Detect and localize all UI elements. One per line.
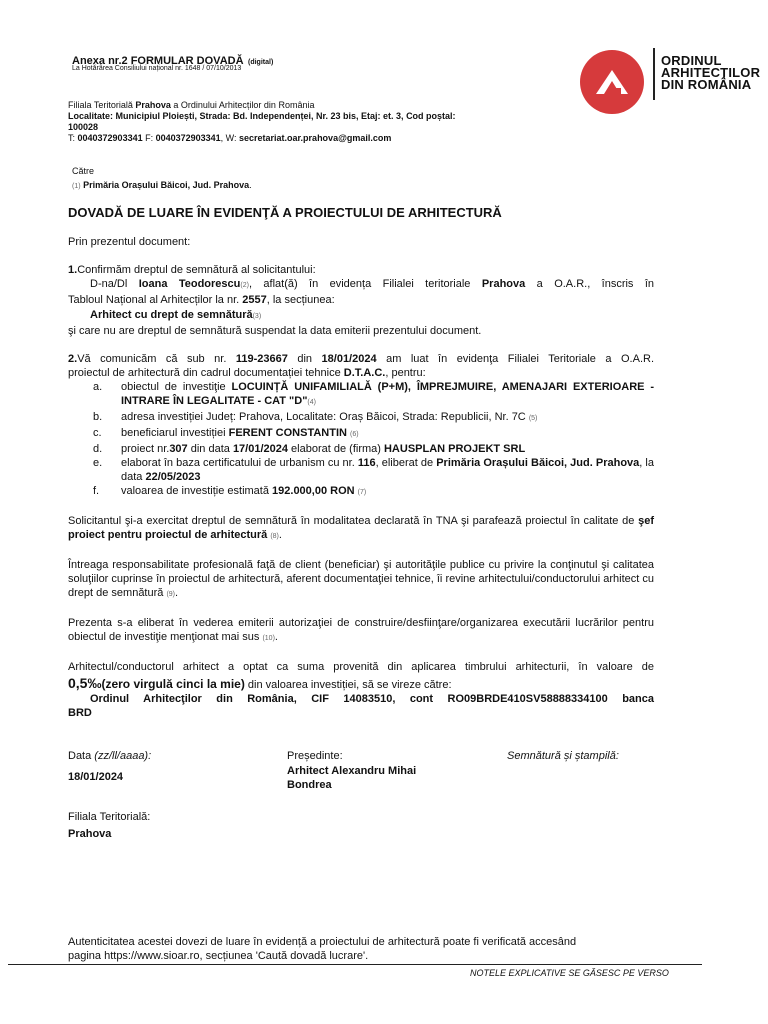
list-item: e. elaborat în baza certificatului de urbanism cu nr. 116, eliberat de Primăria Orașului Băicoi, Jud. Prahova, la data 22/05/2023 — [93, 457, 654, 483]
branch-label: Filiala Teritorială: — [68, 811, 151, 823]
branch-contact: T: 0040372903341 F: 0040372903341, W: secretariat.oar.prahova@gmail.com — [68, 133, 392, 143]
date-value: 18/01/2024 — [68, 771, 124, 783]
signature-label: Semnătură și ștampilă: — [507, 750, 619, 762]
para-responsibility: Întreaga responsabilitate profesională faţă de client (beneficiar) şi autorităţile publice cu privire la conţinutul şi calitatea soluţiilor cuprinse în proiectul de arhitectură, aferent documentaţiei tehnice, îi revine arhitectului/conductorului arhitect cu drept de semnătură (9). — [68, 559, 654, 599]
section-2: 2.Vă comunicăm că sub nr. 119-23667 din 18/01/2024 am luat în evidenţa Filialei Teritoriale a O.A.R. proiectul de arhitectură din cadrul documentației tehnice D.T.A.C., pentru: a. obiectul de investiţie LOCUINȚĂ UNIFAMILIALĂ (P+M), ÎMPREJMUIRE, AMENAJARI EXTERIOARE - INTRARE ÎN LEGALITATE - CAT "D"(4) b. adresa investiției Județ: Prahova, Localitate: Oraș Băicoi, Strada: Republicii, Nr. 7C (5) c. beneficiarul investiției FERENT CONSTANTIN (6) d. proiect nr.307 din data 17/01/2024 elaborat de (firma) HAUSPLAN PROJEKT SRL e. elaborat în baza certificatului de urbanism cu nr. 116, eliberat de Primăria Orașului Băicoi, Jud. Prahova, la data 22/05/2023 f. valoarea de investiție estimată 192.000,00 RON (7) — [68, 352, 654, 500]
project-details-list — [93, 380, 654, 500]
logo-line-2: ARHITECȚILOR — [661, 65, 761, 80]
section-1-holder: D-na/Dl Ioana Teodorescu(2), aflat(ă) în evidența Filialei teritoriale Prahova a O.A.R., înscris în — [90, 278, 655, 290]
recipient: (1) Primăria Orașului Băicoi, Jud. Prahova. — [72, 180, 252, 190]
annex-title-text: Anexa nr.2 FORMULAR DOVADĂ — [72, 55, 244, 67]
signature-right-type: Arhitect cu drept de semnătură — [90, 309, 253, 321]
annex-subtitle: La Hotărârea Consiliului național nr. 1648 / 07/10/2013 — [72, 65, 242, 72]
para-exercised: Solicitantul şi-a exercitat dreptul de semnătură în modalitatea declarată în TNA şi parafează proiectul în calitate de şef proiect pentru proiectul de arhitectură (8). — [68, 515, 654, 541]
branch-address: Localitate: Municipiul Ploiești, Strada: Bd. Independenței, Nr. 23 bis, Etaj: et. 3, Cod poștal: 100028 — [68, 111, 456, 132]
branch-line-1: Filiala Teritorială Prahova a Ordinului Arhitecților din România — [68, 100, 315, 110]
document-body — [68, 235, 654, 720]
list-item: c. beneficiarul investiției FERENT CONSTANTIN (6) — [93, 427, 359, 439]
annex-digital: (digital) — [248, 59, 274, 66]
para-stamp: Arhitectul/conductorul arhitect a optat ca suma provenită din aplicarea timbrului arhitecturii, în valoare de 0,5‰(zero virgulă cinci la mie) din valoarea investiției, să se vireze către: Ordinul Arhitecţilor din România, CIF 14083510, cont RO09BRDE410SV58888334100 banca BRD — [68, 661, 654, 719]
section-1: 1.Confirmăm dreptul de semnătură al solicitantului: D-na/Dl Ioana Teodorescu(2), aflat(ă) în evidența Filialei teritoriale Prahova a O.A.R., înscris în Tabloul Național al Arhitecților la nr. 2557, la secțiunea: Arhitect cu drept de semnătură(3) şi care nu are dreptul de semnătură suspendat la data emiterii prezentului document. — [68, 264, 655, 337]
branch-value: Prahova — [68, 828, 112, 840]
list-item: d. proiect nr.307 din data 17/01/2024 elaborat de (firma) HAUSPLAN PROJEKT SRL — [93, 443, 526, 455]
footer-notes: NOTELE EXPLICATIVE SE GĂSESC PE VERSO — [470, 968, 669, 978]
logo-line-3: DIN ROMÂNIA — [661, 77, 752, 92]
verification-note: Autenticitatea acestei dovezi de luare în evidență a proiectului de arhitectură poate fi verificată accesând pagina https://www.sioar.ro, secțiunea 'Caută dovadă lucrare'. — [68, 936, 577, 962]
date-label: Data (zz/ll/aaaa): — [68, 750, 152, 762]
logo-wordmark — [661, 55, 760, 91]
recipient-name: Primăria Orașului Băicoi, Jud. Prahova — [83, 180, 250, 190]
document-title: DOVADĂ DE LUARE ÎN EVIDENŢĂ A PROIECTULUI DE ARHITECTURĂ — [68, 205, 502, 220]
para-issued: Prezenta s-a eliberat în vederea emiterii autorizaţiei de construire/desfiinţare/organizarea executării lucrărilor pentru obiectul de investiţie menţionat mai sus (10). — [68, 617, 654, 643]
logo-line-1: ORDINUL — [661, 53, 722, 68]
oar-logo — [580, 48, 760, 118]
footer-divider — [8, 964, 702, 965]
arch-roof-icon — [580, 50, 644, 114]
oar-logo-mark — [580, 50, 644, 114]
list-item: f. valoarea de investiție estimată 192.000,00 RON (7) — [93, 485, 367, 497]
stamp-percentage: 0,5‰ — [68, 675, 102, 691]
president-name: Arhitect Alexandru Mihai Bondrea — [287, 765, 417, 791]
president-label: Președinte: — [287, 750, 343, 762]
intro-text: Prin prezentul document: — [68, 236, 191, 248]
branch-info — [68, 100, 488, 144]
recipient-label: Către — [72, 166, 95, 176]
list-item: b. adresa investiției Județ: Prahova, Localitate: Oraș Băicoi, Strada: Republicii, Nr. 7C (5) — [93, 411, 538, 423]
bank-account: Ordinul Arhitecţilor din România, CIF 14083510, cont RO09BRDE410SV58888334100 banca — [90, 693, 654, 705]
logo-divider — [653, 48, 655, 100]
list-item: a. obiectul de investiţie LOCUINȚĂ UNIFAMILIALĂ (P+M), ÎMPREJMUIRE, AMENAJARI EXTERIOARE - INTRARE ÎN LEGALITATE - CAT "D"(4) — [93, 381, 654, 407]
